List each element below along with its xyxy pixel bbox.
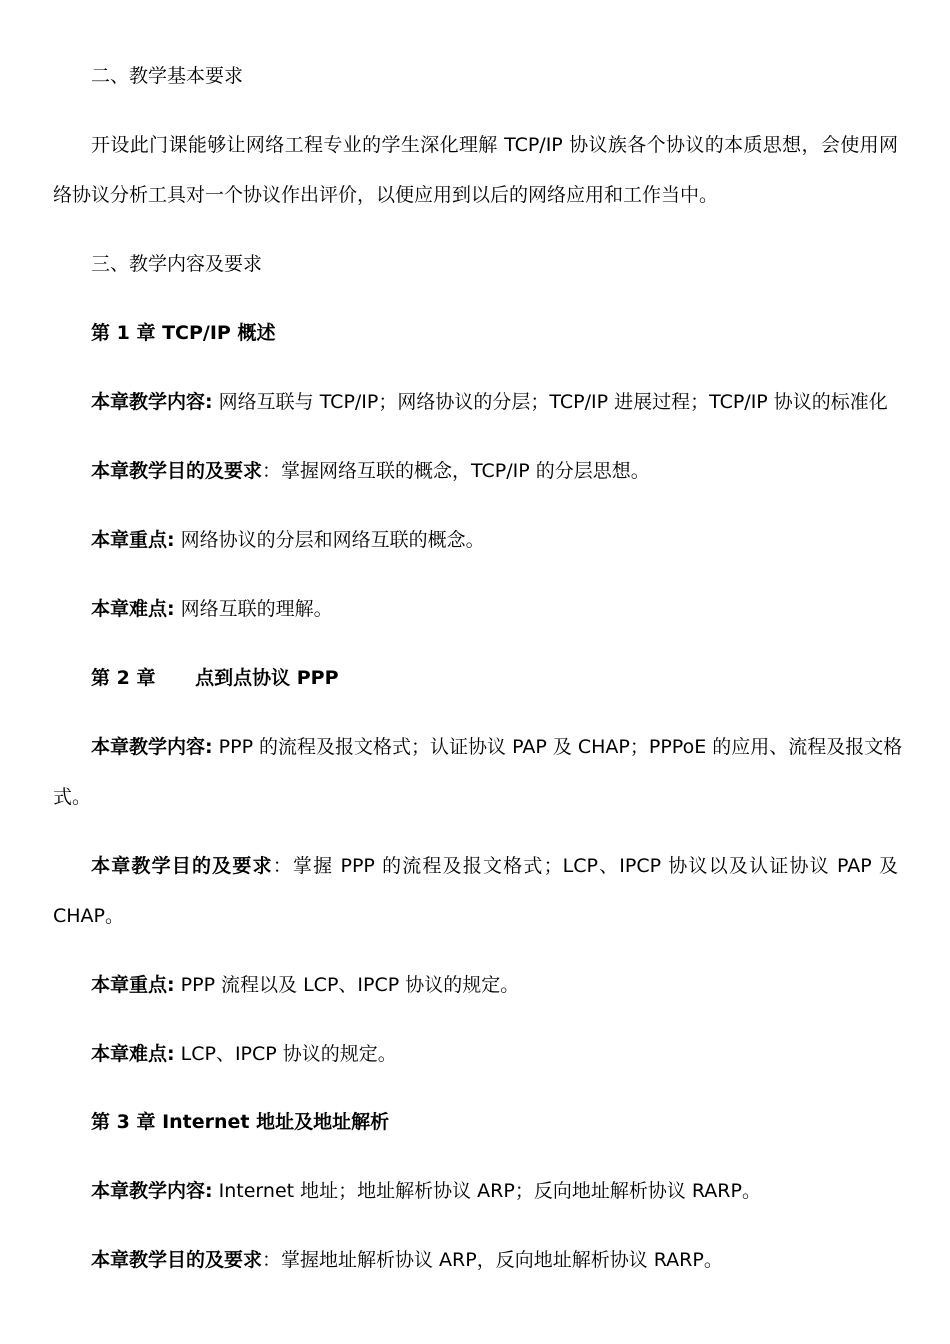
goal-text: ：掌握地址解析协议 ARP，反向地址解析协议 RARP。 [262,1249,723,1271]
section-2-paragraph-line-1: 开设此门课能够让网络工程专业的学生深化理解 TCP/IP 协议族各个协议的本质思想，会使用网 [91,134,898,156]
chapter-1-content [91,388,888,416]
difficulty-label: 本章难点: [91,1043,175,1065]
chapter-2-difficulty [91,1040,397,1068]
difficulty-text: LCP、IPCP 协议的规定。 [174,1043,397,1065]
key-label: 本章重点: [91,974,175,996]
content-label: 本章教学内容: [91,736,213,758]
key-label: 本章重点: [91,529,175,551]
content-label: 本章教学内容: [91,391,213,413]
chapter-2-key-point [91,971,519,999]
chapter-1-key-point [91,526,485,554]
content-text: PPP 的流程及报文格式；认证协议 PAP 及 CHAP；PPPoE 的应用、流程及报文格 [212,736,903,758]
difficulty-text: 网络互联的理解。 [174,598,333,620]
key-text: PPP 流程以及 LCP、IPCP 协议的规定。 [174,974,520,996]
section-2-heading: 二、教学基本要求 [91,65,244,87]
chapter-3-title: 第 3 章 Internet 地址及地址解析 [91,1111,390,1133]
key-text: 网络协议的分层和网络互联的概念。 [174,529,485,551]
content-text: 网络互联与 TCP/IP；网络协议的分层；TCP/IP 进展过程；TCP/IP 协议的标准化 [212,391,888,413]
goal-label: 本章教学目的及要求 [91,855,273,877]
goal-label: 本章教学目的及要求 [91,1249,263,1271]
section-2-paragraph-line-2: 络协议分析工具对一个协议作出评价，以便应用到以后的网络应用和工作当中。 [53,184,719,206]
chapter-2-goal-line-1 [91,852,898,880]
chapter-2-content-line-2: 式。 [53,786,92,808]
chapter-2-content-line-1 [91,733,903,761]
difficulty-label: 本章难点: [91,598,175,620]
chapter-3-content [91,1177,761,1205]
goal-text: ：掌握 PPP 的流程及报文格式；LCP、IPCP 协议以及认证协议 PAP 及 [272,855,898,877]
chapter-1-goal [91,457,650,485]
section-3-heading: 三、教学内容及要求 [91,253,263,275]
chapter-3-goal [91,1246,723,1274]
goal-label: 本章教学目的及要求 [91,460,263,482]
chapter-2-goal-line-2: CHAP。 [53,905,125,927]
chapter-1-difficulty [91,595,333,623]
goal-text: ：掌握网络互联的概念，TCP/IP 的分层思想。 [262,460,650,482]
content-text: Internet 地址；地址解析协议 ARP；反向地址解析协议 RARP。 [212,1180,761,1202]
chapter-2-title: 第 2 章 点到点协议 PPP [91,667,339,689]
content-label: 本章教学内容: [91,1180,213,1202]
chapter-1-title: 第 1 章 TCP/IP 概述 [91,322,276,344]
